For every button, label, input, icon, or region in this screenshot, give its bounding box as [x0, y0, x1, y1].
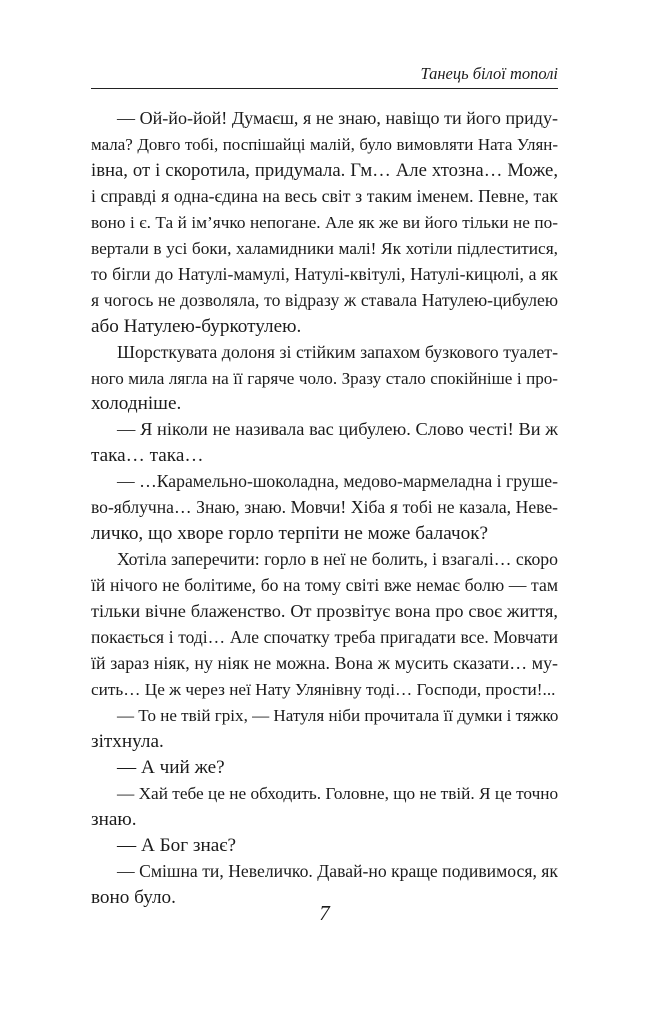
paragraph: [91, 755, 558, 781]
paragraph: [91, 417, 558, 469]
paragraph: [91, 833, 558, 859]
paragraph: [91, 469, 558, 547]
text-line: Хотіла заперечити: горло в неї не болить, і взагалі… скоро: [117, 549, 558, 570]
text-line: — …Карамельно-шоколадна, медово-мармеладна і груше-: [117, 471, 558, 492]
text-line: то бігли до Натулі-мамулі, Натулі-квітулі, Натулі-кицюлі, а як: [91, 263, 558, 284]
text-line: — Ой-йо-йой! Думаєш, я не знаю, навіщо ти його приду-: [117, 108, 558, 128]
text-line: ного мила лягла на її гаряче чоло. Зразу стало спокійніше і про-: [91, 368, 558, 388]
body-text: [91, 106, 558, 911]
text-line: воно було.: [91, 886, 176, 908]
text-line: знаю.: [91, 808, 137, 830]
header-rule: [91, 88, 558, 89]
paragraph: [91, 340, 558, 418]
text-line: їй зараз ніяк, ну ніяк не можна. Вона ж мусить сказати… му-: [91, 653, 558, 674]
text-line: їй нічого не болітиме, бо на тому світі вже немає болю — там: [91, 575, 558, 596]
text-line: — То не твій гріх, — Натуля ніби прочитала її думки і тяжко: [117, 705, 559, 725]
text-line: сить… Це ж через неї Нату Улянівну тоді… Господи, прости!...: [91, 679, 556, 699]
text-line: покається і тоді… Але спочатку треба пригадати все. Мовчати: [91, 627, 558, 648]
text-line: івна, от і скоротила, придумала. Гм… Але хтозна… Може,: [91, 159, 558, 181]
text-line: — А Бог знає?: [117, 834, 237, 856]
paragraph: [91, 703, 558, 755]
paragraph: [91, 781, 558, 833]
paragraph: [91, 106, 558, 340]
text-line: Шорсткувата долоня зі стійким запахом бузкового туалет-: [117, 341, 558, 362]
text-line: зітхнула.: [91, 730, 164, 752]
text-line: і справді я одна-єдина на весь світ з таким іменем. Певне, так: [91, 185, 558, 206]
text-line: во-яблучна… Знаю, знаю. Мовчи! Хіба я тобі не казала, Неве-: [91, 497, 558, 518]
text-line: — Я ніколи не називала вас цибулею. Слово честі! Ви ж: [117, 419, 558, 440]
text-line: тільки вічне блаженство. От прозвітує вона про своє життя,: [91, 601, 558, 622]
running-head: Танець білої тополі: [420, 64, 558, 83]
text-line: — А чий же?: [117, 756, 225, 778]
text-line: холодніше.: [91, 393, 182, 415]
text-line: я чогось не дозволяла, то відразу ж ставала Натулею-цибулею: [91, 289, 558, 310]
text-line: мала? Довго тобі, поспішайці малій, було вимовляти Ната Улян-: [91, 134, 558, 154]
text-line: — Хай тебе це не обходить. Головне, що не твій. Я це точно: [117, 783, 559, 803]
text-line: личко, що хворе горло терпіти не може балачок?: [91, 523, 489, 545]
text-line: — Смішна ти, Невеличко. Давай-но краще подивимося, як: [117, 860, 558, 881]
text-line: або Натулею-буркотулею.: [91, 315, 302, 337]
page-number: 7: [319, 901, 330, 925]
text-line: така… така…: [91, 445, 204, 467]
paragraph: [91, 547, 558, 703]
text-line: вертали в усі боки, халамидники малі! Як хотіли підлеститися,: [91, 238, 558, 258]
text-line: воно і є. Та й ім’ячко непогане. Але як же ви його тільки не по-: [91, 212, 558, 232]
